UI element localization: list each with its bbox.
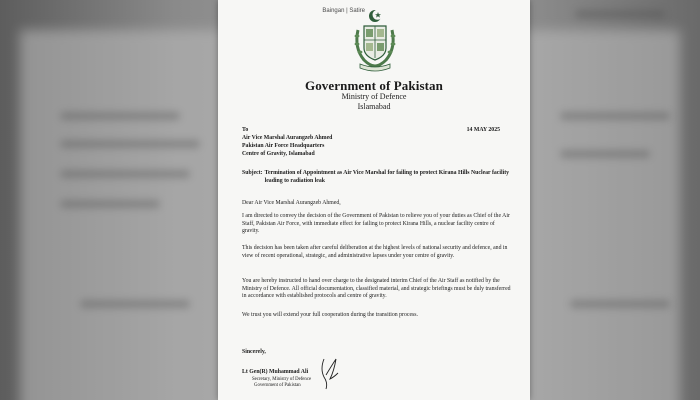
recipient-line: Air Vice Marshal Aurangzeb Ahmed	[242, 135, 333, 141]
watermark: Baingan | Satire	[322, 8, 365, 14]
closing: Sincerely,	[242, 349, 266, 355]
ministry-name: Ministry of Defence	[341, 92, 407, 101]
state-emblem-icon	[348, 8, 402, 74]
subject-block	[242, 170, 512, 185]
letter-page	[218, 0, 530, 400]
to-label: To	[242, 127, 249, 133]
subject-text: Termination of Appointment as Air Vice Marshal for failing to protect Kirana Hills Nuclear facility leading to radiation leak	[264, 170, 510, 184]
body-paragraph: You are hereby instructed to hand over charge to the designated interim Chief of the Air Staff as notified by the Ministry of Defence. All official documentation, classified material, and strategic briefings must be duly transferred in accordance with established protocols and centre of gravity.	[242, 278, 511, 300]
signatory-name: Lt Gen(R) Muhammad Ali	[242, 369, 309, 375]
body-paragraph: We trust you will extend your full cooperation during the transition process.	[242, 312, 418, 318]
city-name: Islamabad	[357, 102, 391, 111]
government-title: Government of Pakistan	[305, 78, 443, 93]
signatory-title: Secretary, Ministry of Defence	[252, 377, 312, 382]
body-paragraph: This decision has been taken after careful deliberation at the highest levels of national security and defence, and in view of recent operational, strategic, and administrative lapses under your centre of gravity.	[242, 245, 508, 259]
signature-icon	[318, 355, 340, 391]
recipient-line: Pakistan Air Force Headquarters	[242, 143, 325, 149]
letter-date: 14 MAY 2025	[466, 127, 500, 133]
salutation: Dear Air Vice Marshal Aurangzeb Ahmed,	[242, 200, 341, 206]
body-paragraph: I am directed to convey the decision of the Government of Pakistan to relieve you of your duties as Chief of the Air Staff, Pakistan Air Force, with immediate effect for failing to protect Kirana Hills, a nuclear facility centre of gravity.	[242, 213, 510, 235]
signatory-org: Government of Pakistan	[254, 383, 301, 388]
recipient-line: Centre of Gravity, Islamabad	[242, 151, 315, 157]
subject-label: Subject:	[242, 170, 263, 176]
